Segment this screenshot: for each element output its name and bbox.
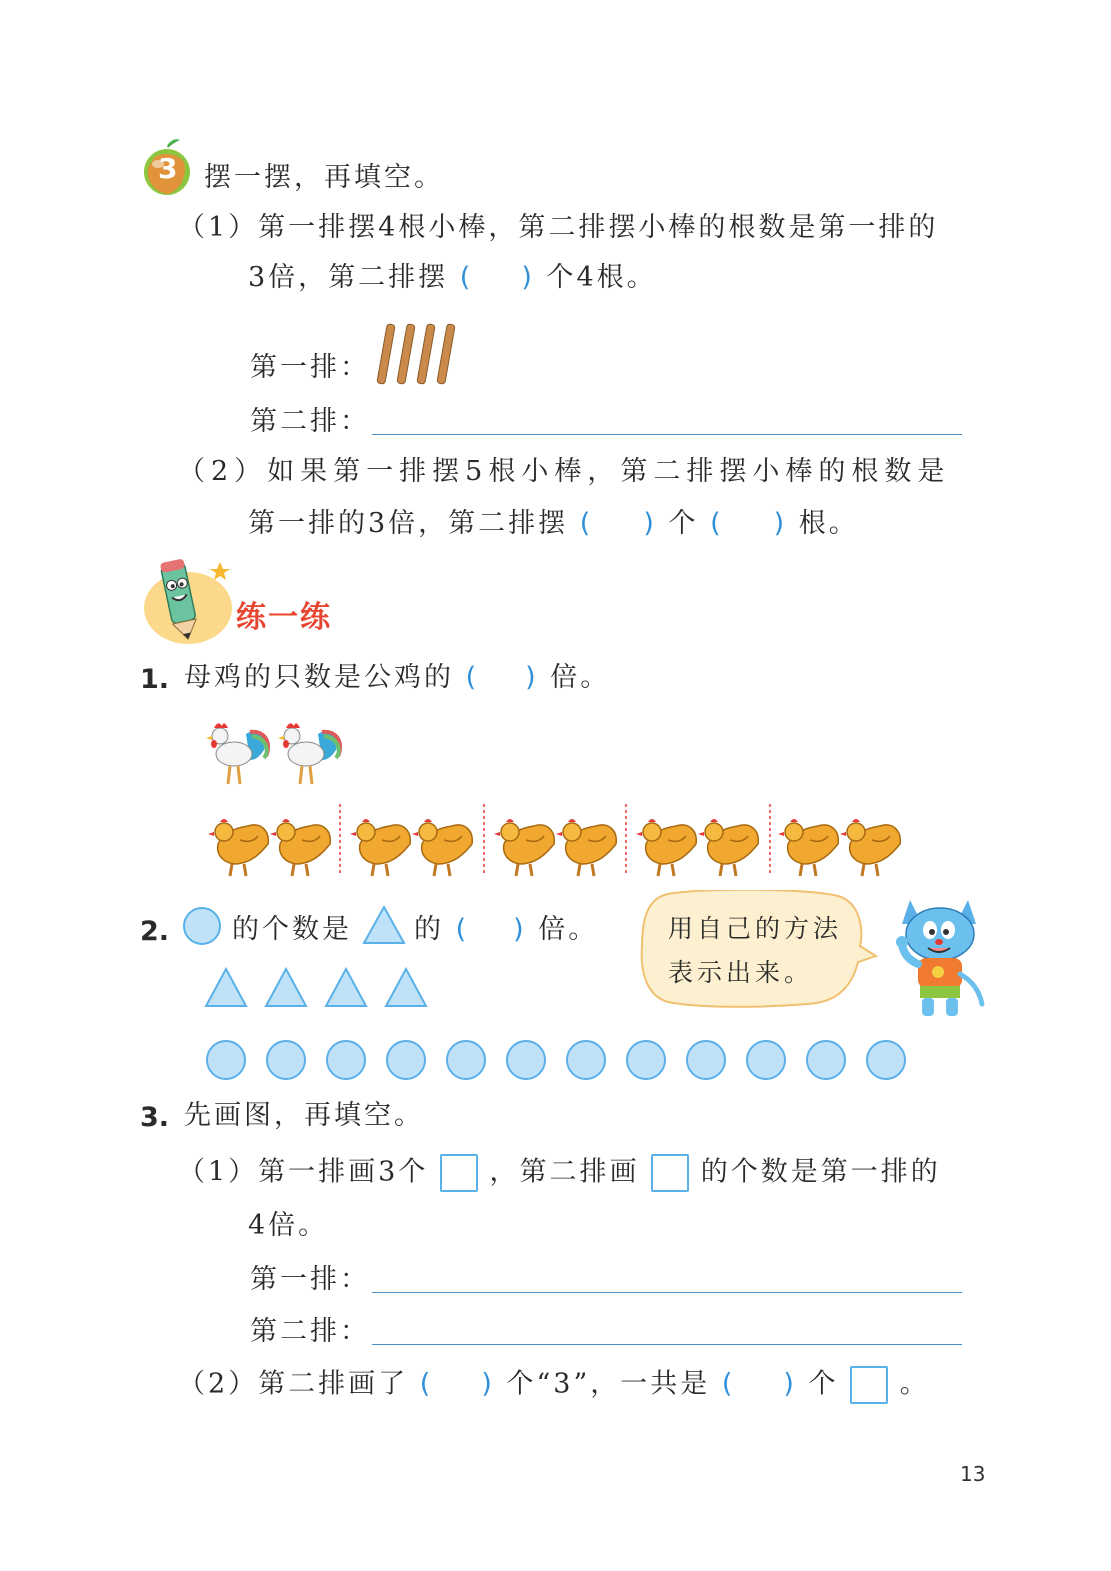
circle-icon: [182, 906, 222, 946]
row2-answer-line[interactable]: [372, 434, 962, 435]
ex1-number: 1.: [140, 664, 170, 695]
ex2-number: 2.: [140, 916, 170, 947]
section3-q1-line1: （1）第一排摆4根小棒，第二排摆小棒的根数是第一排的: [178, 212, 939, 243]
answer-paren-close: ): [783, 1368, 797, 1400]
section3-q2-line1: （2）如果第一排摆5根小棒，第二排摆小棒的根数是: [178, 456, 951, 487]
square-symbol: [850, 1366, 888, 1404]
answer-paren-close: ): [513, 914, 527, 945]
ex3-row1-answer-line[interactable]: [372, 1292, 962, 1293]
ex1-text-b: 倍。: [550, 662, 611, 693]
section3-title: 摆一摆，再填空。: [204, 162, 444, 193]
section3-q1-line2: [248, 260, 657, 296]
ex3-q2: [178, 1366, 930, 1404]
ex3-q1-line1: [178, 1154, 941, 1192]
answer-paren-open: (: [579, 508, 594, 539]
bubble-line2: 表示出来。: [668, 958, 814, 987]
triangle-icon: [362, 904, 406, 946]
ex2-text-c: 倍。: [538, 914, 599, 945]
answer-paren-close: ): [773, 508, 788, 539]
answer-paren-open: (: [710, 508, 724, 539]
ex3-q2-text-c: 个: [808, 1368, 839, 1400]
cat-mascot: [888, 894, 988, 1020]
ex2-text-a: 的个数是: [232, 914, 352, 945]
q2-line2-text-b: 个: [668, 508, 699, 539]
ex3-row1-label: 第一排：: [250, 1264, 370, 1295]
q2-line2-text-a: 第一排的3倍，第二排摆: [248, 508, 569, 539]
sticks-icon: [376, 322, 462, 386]
ex2-triangle-symbol: [362, 904, 406, 950]
ex3-q1-text-b: ，第二排画: [489, 1156, 640, 1188]
roosters-row: [204, 712, 354, 788]
bubble-line1: 用自己的方法: [668, 914, 843, 943]
row2-label: 第二排：: [250, 406, 370, 437]
ex3-q2-text-a: （2）第二排画了: [178, 1368, 409, 1400]
badge-number: 3: [158, 152, 178, 185]
triangles-row: [204, 966, 434, 1010]
ex3-q1-text-c: 的个数是第一排的: [700, 1156, 941, 1188]
ex3-number: 3.: [140, 1102, 170, 1133]
ex3-row2-answer-line[interactable]: [372, 1344, 962, 1345]
q1-line2-text-b: 个4根。: [546, 262, 657, 293]
answer-paren-open: (: [419, 1368, 434, 1400]
row1-label: 第一排：: [250, 352, 370, 383]
hens-row: [204, 800, 910, 880]
ex2-question-tail: [414, 912, 598, 948]
triangle-shapes: [204, 966, 434, 1010]
circles-row: [204, 1038, 908, 1082]
answer-paren-open: (: [455, 914, 470, 945]
ex2-text-b: 的: [414, 914, 444, 945]
hen-icons: [204, 800, 910, 880]
section3-q2-line2: [248, 506, 859, 542]
apple-badge: [140, 138, 194, 196]
answer-paren-close: ): [481, 1368, 495, 1400]
speech-bubble: [638, 890, 878, 1008]
ex3-title: 先画图，再填空。: [184, 1100, 424, 1131]
blue-cat-icon: [888, 894, 988, 1020]
circle-shapes: [204, 1038, 908, 1082]
answer-paren-close: ): [525, 662, 539, 693]
ex1-text-a: 母鸡的只数是公鸡的: [184, 662, 454, 693]
sticks-group: [376, 322, 462, 386]
ex2-circle-symbol: [182, 906, 222, 950]
ex3-q1-line2: 4倍。: [248, 1210, 329, 1241]
square-symbol: [651, 1154, 689, 1192]
rooster-icons: [204, 712, 354, 788]
ex3-row2-label: 第二排：: [250, 1316, 370, 1347]
answer-paren-open: (: [721, 1368, 736, 1400]
square-symbol: [440, 1154, 478, 1192]
q1-line2-text-a: 3倍，第二排摆: [248, 262, 449, 293]
practice-title: 练一练: [236, 600, 332, 635]
answer-paren-open: (: [459, 262, 474, 293]
q2-line2-text-c: 根。: [798, 508, 859, 539]
ex3-q2-text-d: 。: [899, 1368, 930, 1400]
answer-paren-open: (: [465, 662, 480, 693]
pencil-mascot: [140, 556, 236, 646]
answer-paren-close: ): [643, 508, 657, 539]
pencil-character-icon: [140, 556, 236, 646]
page-number: 13: [960, 1462, 986, 1486]
ex1-question: [184, 660, 610, 696]
ex3-q1-text-a: （1）第一排画3个: [178, 1156, 429, 1188]
ex3-q2-text-b: 个“3”，一共是: [506, 1368, 711, 1400]
answer-paren-close: ): [521, 262, 535, 293]
